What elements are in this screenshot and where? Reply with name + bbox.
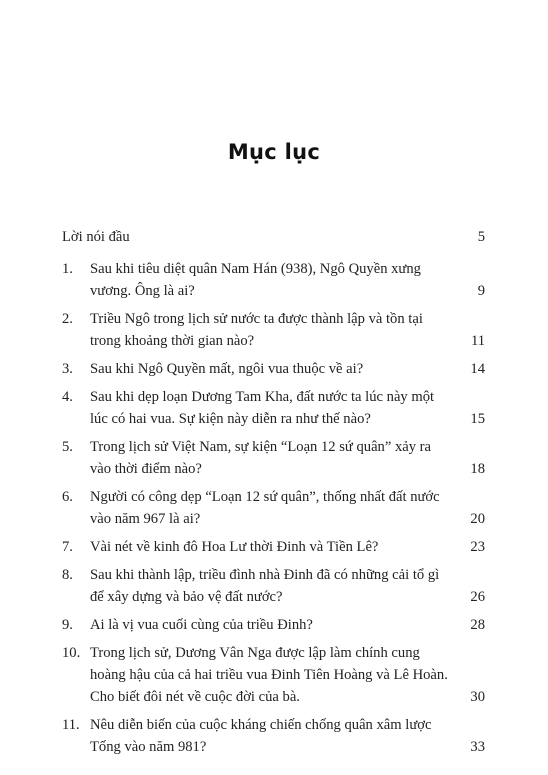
toc-entry [62, 642, 485, 708]
toc-entry-text: Trong lịch sử Việt Nam, sự kiện “Loạn 12 sứ quân” xảy ra vào thời điểm nào? [90, 439, 432, 477]
toc-entry [62, 308, 485, 352]
toc-entry-page: 26 [470, 589, 485, 605]
toc-entry-page: 18 [470, 461, 485, 477]
toc-entry-page: 15 [470, 411, 485, 427]
toc-entry [62, 258, 485, 302]
toc-entry [62, 436, 485, 480]
toc-entry-text: Vài nét về kinh đô Hoa Lư thời Đinh và Tiền Lê? [90, 539, 379, 555]
toc-entry-text: Ai là vị vua cuối cùng của triều Đinh? [90, 617, 313, 633]
toc-entry-page: 33 [470, 739, 485, 755]
toc-entry-text: Trong lịch sử, Dương Vân Nga được lập làm chính cung hoàng hậu của cả hai triều vua Đinh Tiên Hoàng và Lê Hoàn. Cho biết đôi nét về cuộc đời của bà. [90, 645, 448, 705]
toc-entry-page: 14 [470, 361, 485, 377]
toc-entry-text: Nêu diễn biến của cuộc kháng chiến chống quân xâm lược Tống vào năm 981? [90, 717, 432, 755]
toc-entry-page: 11 [470, 333, 485, 349]
toc-entry-number: 10. [62, 645, 81, 661]
toc-entry-text: Người có công dẹp “Loạn 12 sứ quân”, thống nhất đất nước vào năm 967 là ai? [90, 489, 440, 527]
toc-entry-number: 7. [62, 539, 73, 555]
table-of-contents [62, 226, 485, 764]
toc-entry-number: 8. [62, 567, 73, 583]
toc-entry-text: Sau khi Ngô Quyền mất, ngôi vua thuộc về ai? [90, 361, 364, 377]
toc-entry-text: Sau khi dẹp loạn Dương Tam Kha, đất nước ta lúc này một lúc có hai vua. Sự kiện này diễn ra như thế nào? [90, 389, 435, 427]
toc-entry-page: 28 [470, 617, 485, 633]
toc-entry-number: 11. [62, 717, 80, 733]
toc-entry-page: 30 [470, 689, 485, 705]
toc-entry-text: Lời nói đầu [62, 229, 130, 245]
toc-entry-number: 1. [62, 261, 73, 277]
toc-entry-number: 9. [62, 617, 73, 633]
toc-entry [62, 564, 485, 608]
toc-entry-page: 20 [470, 511, 485, 527]
toc-entry-number: 5. [62, 439, 73, 455]
toc-entry-page: 5 [477, 229, 485, 245]
toc-entry-number: 2. [62, 311, 73, 327]
toc-entry [62, 614, 485, 636]
toc-entry [62, 386, 485, 430]
toc-entry-number: 3. [62, 361, 73, 377]
toc-entry [62, 536, 485, 558]
toc-entry-page: 9 [477, 283, 485, 299]
toc-entry-text: Sau khi thành lập, triều đình nhà Đinh đã có những cải tổ gì để xây dựng và bảo vệ đất nước? [90, 567, 440, 605]
toc-entry [62, 486, 485, 530]
toc-entry-preface [62, 226, 485, 248]
toc-entry-number: 4. [62, 389, 73, 405]
toc-entry [62, 358, 485, 380]
toc-entry-text: Sau khi tiêu diệt quân Nam Hán (938), Ngô Quyền xưng vương. Ông là ai? [90, 261, 421, 299]
toc-entry-number: 6. [62, 489, 73, 505]
toc-entry-page: 23 [470, 539, 485, 555]
toc-entry-text: Triều Ngô trong lịch sử nước ta được thành lập và tồn tại trong khoảng thời gian nào? [90, 311, 423, 349]
page-title: Mục lục [227, 140, 321, 164]
toc-entry [62, 714, 485, 758]
